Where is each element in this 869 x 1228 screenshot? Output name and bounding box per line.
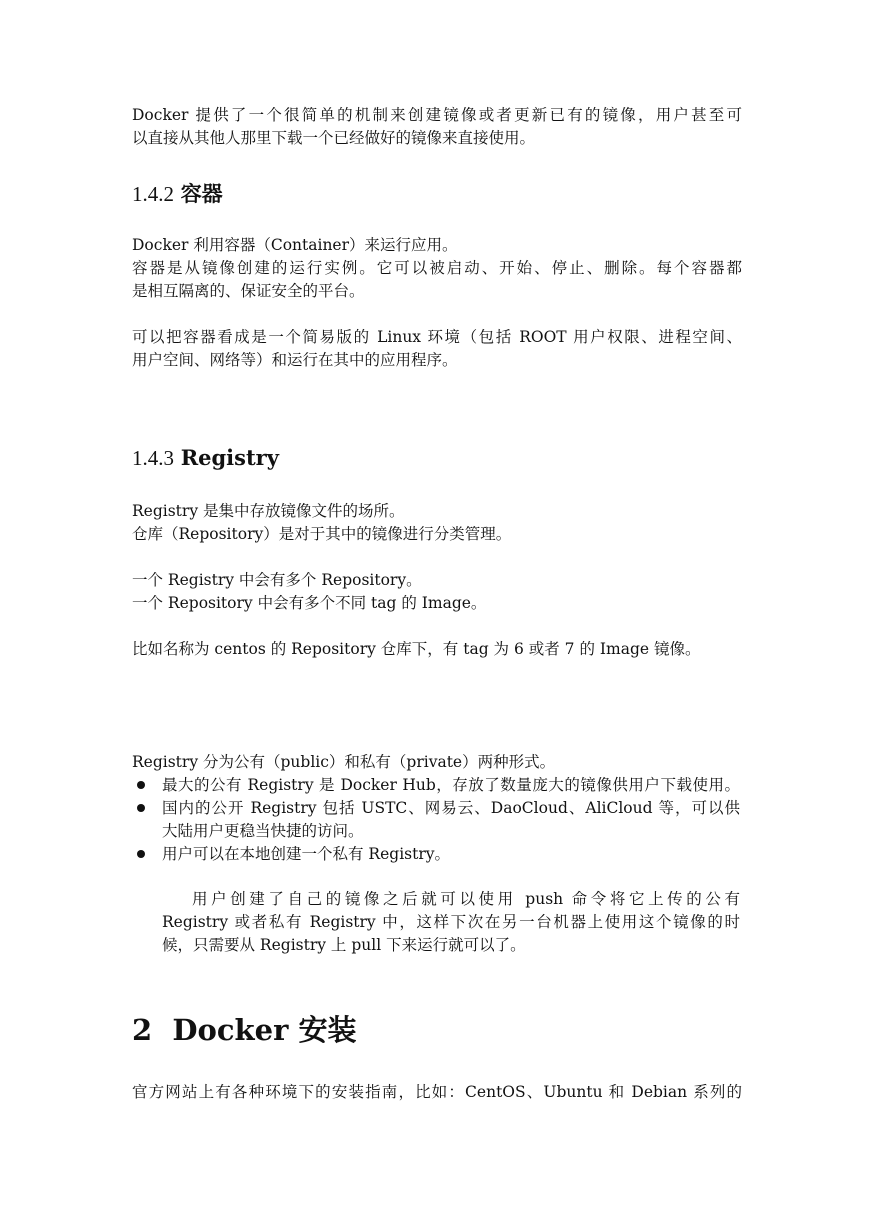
- container-para-1: Docker 利用容器（Container）来运行应用。: [132, 236, 458, 254]
- intro-line-2: 以直接从其他人那里下载一个已经做好的镜像来直接使用。: [132, 129, 536, 147]
- registry-para-5: 比如名称为 centos 的 Repository 仓库下，有 tag 为 6 或者 7 的 Image 镜像。: [132, 640, 701, 658]
- registry-para-1: Registry 是集中存放镜像文件的场所。: [132, 502, 405, 520]
- chapter-number: 2: [132, 1013, 153, 1047]
- heading-number: 1.4.2: [132, 182, 174, 206]
- chapter-2-heading: [132, 1011, 356, 1049]
- heading-title: Registry: [180, 445, 279, 470]
- container-para-3-line-1: 可以把容器看成是一个简易版的 Linux 环境（包括 ROOT 用户权限、进程空间、: [132, 328, 742, 346]
- registry-para-3: 一个 Registry 中会有多个 Repository。: [132, 571, 422, 589]
- bullet-1-line-1: 最大的公有 Registry 是 Docker Hub，存放了数量庞大的镜像供用户下载使用。: [162, 776, 740, 794]
- chapter-title: Docker 安装: [172, 1013, 357, 1047]
- bullet-dot-icon: [137, 781, 145, 789]
- bullet-2-line-1: 国内的公开 Registry 包括 USTC、网易云、DaoCloud、AliCloud 等，可以供: [162, 799, 740, 817]
- registry-para-4: 一个 Repository 中会有多个不同 tag 的 Image。: [132, 594, 487, 612]
- note-line-1: 用户创建了自己的镜像之后就可以使用 push 命令将它上传的公有: [192, 890, 740, 908]
- chapter-2-para-1: 官方网站上有各种环境下的安装指南，比如：CentOS、Ubuntu 和 Debian 系列的: [132, 1083, 742, 1101]
- intro-line-1: Docker 提供了一个很简单的机制来创建镜像或者更新已有的镜像，用户甚至可: [132, 106, 742, 124]
- note-line-2: Registry 或者私有 Registry 中，这样下次在另一台机器上使用这个镜像的时: [162, 913, 740, 931]
- heading-number: 1.4.3: [132, 446, 174, 470]
- container-para-2-line-1: 容器是从镜像创建的运行实例。它可以被启动、开始、停止、删除。每个容器都: [132, 259, 742, 277]
- bullet-dot-icon: [137, 804, 145, 812]
- heading-1-4-2: [132, 180, 223, 208]
- note-line-3: 候，只需要从 Registry 上 pull 下来运行就可以了。: [162, 936, 526, 954]
- bullet-3-line-1: 用户可以在本地创建一个私有 Registry。: [162, 845, 450, 863]
- heading-title: 容器: [180, 181, 223, 206]
- bullet-2-line-2: 大陆用户更稳当快捷的访问。: [162, 822, 364, 840]
- heading-1-4-3: [132, 444, 279, 472]
- registry-para-2: 仓库（Repository）是对于其中的镜像进行分类管理。: [132, 525, 512, 543]
- registry-para-6: Registry 分为公有（public）和私有（private）两种形式。: [132, 753, 556, 771]
- container-para-3-line-2: 用户空间、网络等）和运行在其中的应用程序。: [132, 351, 458, 369]
- bullet-dot-icon: [137, 850, 145, 858]
- container-para-2-line-2: 是相互隔离的、保证安全的平台。: [132, 282, 365, 300]
